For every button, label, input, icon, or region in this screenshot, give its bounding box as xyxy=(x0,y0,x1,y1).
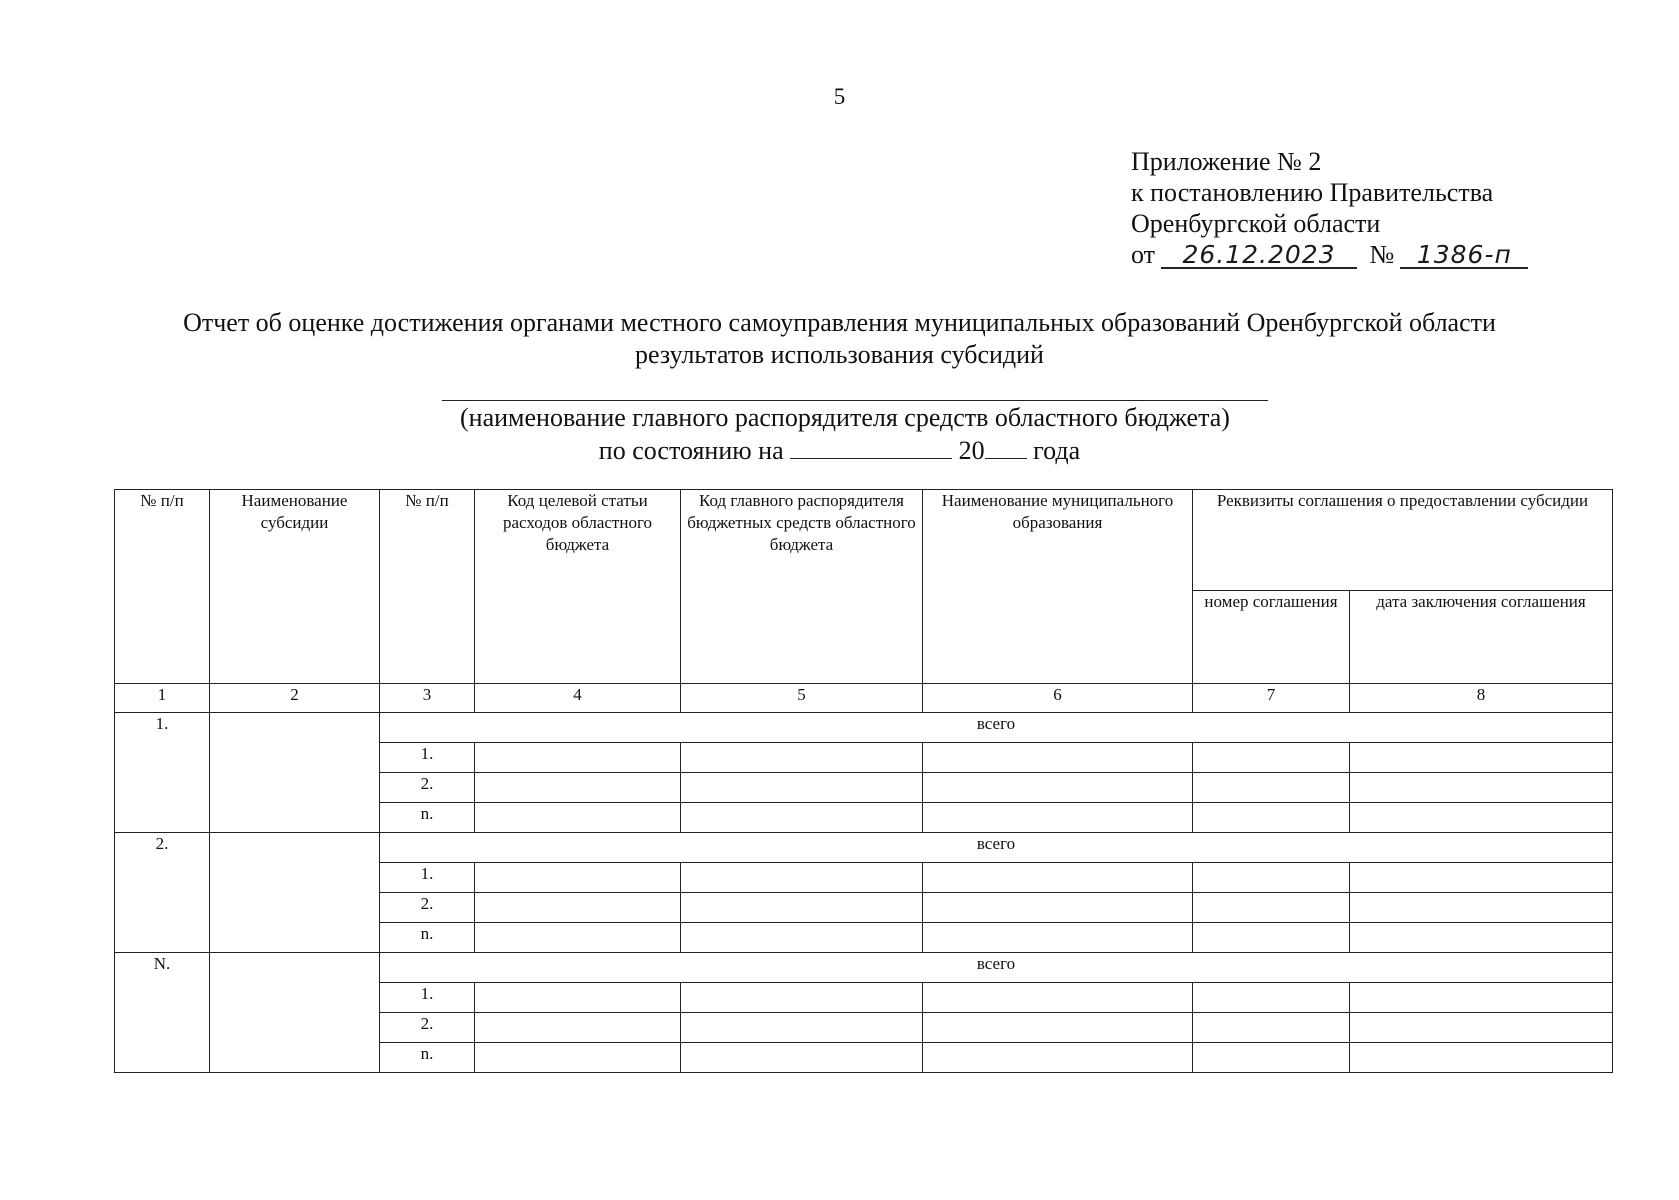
as-of-prefix: по состоянию на xyxy=(598,436,784,465)
table-cell xyxy=(923,893,1193,923)
table-cell xyxy=(1193,983,1350,1013)
total-label: всего xyxy=(380,833,1613,863)
table-cell xyxy=(923,803,1193,833)
table-cell xyxy=(681,803,923,833)
table-cell xyxy=(1350,743,1613,773)
column-number: 6 xyxy=(923,684,1193,713)
table-cell xyxy=(681,923,923,953)
appendix-block xyxy=(1131,146,1528,270)
subsidy-name-cell xyxy=(210,953,380,1073)
header-col1: № п/п xyxy=(115,490,210,684)
table-cell xyxy=(1193,743,1350,773)
distributor-name-blank xyxy=(442,400,1268,401)
as-of-line xyxy=(0,436,1679,466)
header-col8: дата заключения соглашения xyxy=(1350,591,1613,684)
report-title xyxy=(0,307,1679,371)
table-cell xyxy=(475,923,681,953)
group-total-row xyxy=(115,713,1613,743)
row-number: 2. xyxy=(380,773,475,803)
header-col2: Наименование субсидии xyxy=(210,490,380,684)
subsidy-name-cell xyxy=(210,833,380,953)
column-number: 8 xyxy=(1350,684,1613,713)
appendix-resolution: к постановлению Правительства xyxy=(1131,178,1494,207)
column-number: 7 xyxy=(1193,684,1350,713)
table-cell xyxy=(1350,1013,1613,1043)
date-prefix: от xyxy=(1131,240,1156,269)
handwritten-number: 1386-п xyxy=(1400,243,1528,269)
table-cell xyxy=(1193,803,1350,833)
table-cell xyxy=(923,1043,1193,1073)
table-cell xyxy=(1350,923,1613,953)
group-total-row xyxy=(115,953,1613,983)
table-cell xyxy=(475,1043,681,1073)
header-col5: Код главного распорядителя бюджетных средств областного бюджета xyxy=(681,490,923,684)
header-agreement-group: Реквизиты соглашения о предоставлении субсидии xyxy=(1193,490,1613,591)
group-number: N. xyxy=(115,953,210,1073)
report-title-line1: Отчет об оценке достижения органами местного самоуправления муниципальных образований Оренбургской области xyxy=(183,308,1496,337)
handwritten-date: 26.12.2023 xyxy=(1161,243,1357,269)
table-cell xyxy=(475,983,681,1013)
column-number: 5 xyxy=(681,684,923,713)
page-number: 5 xyxy=(833,84,846,109)
row-number: 2. xyxy=(380,1013,475,1043)
row-number: n. xyxy=(380,1043,475,1073)
row-number: 1. xyxy=(380,983,475,1013)
appendix-date-line xyxy=(1131,239,1528,270)
table-cell xyxy=(923,983,1193,1013)
table-cell xyxy=(1193,773,1350,803)
as-of-century: 20 xyxy=(958,436,985,465)
header-row xyxy=(115,490,1613,591)
table-cell xyxy=(923,1013,1193,1043)
table-cell xyxy=(1350,983,1613,1013)
column-number: 4 xyxy=(475,684,681,713)
column-number: 1 xyxy=(115,684,210,713)
report-table xyxy=(114,489,1613,1073)
table-cell xyxy=(923,773,1193,803)
table-cell xyxy=(681,1013,923,1043)
table-cell xyxy=(1350,863,1613,893)
row-number: 1. xyxy=(380,743,475,773)
as-of-year-blank xyxy=(985,436,1027,459)
table-cell xyxy=(475,1013,681,1043)
table-cell xyxy=(923,863,1193,893)
total-label: всего xyxy=(380,713,1613,743)
row-number: n. xyxy=(380,923,475,953)
header-col7: номер соглашения xyxy=(1193,591,1350,684)
table-cell xyxy=(1350,1043,1613,1073)
appendix-region: Оренбургской области xyxy=(1131,209,1381,238)
table-cell xyxy=(1193,1013,1350,1043)
row-number: 1. xyxy=(380,863,475,893)
header-col4: Код целевой статьи расходов областного бюджета xyxy=(475,490,681,684)
column-number: 3 xyxy=(380,684,475,713)
table-cell xyxy=(1193,863,1350,893)
table-cell xyxy=(475,773,681,803)
group-number: 1. xyxy=(115,713,210,833)
table-cell xyxy=(475,803,681,833)
table-cell xyxy=(681,743,923,773)
report-title-line2: результатов использования субсидий xyxy=(635,340,1044,369)
table-cell xyxy=(475,863,681,893)
total-label: всего xyxy=(380,953,1613,983)
row-number: n. xyxy=(380,803,475,833)
table-cell xyxy=(1193,893,1350,923)
distributor-caption: (наименование главного распорядителя средств областного бюджета) xyxy=(460,403,1230,432)
row-number: 2. xyxy=(380,893,475,923)
subsidy-name-cell xyxy=(210,713,380,833)
table-cell xyxy=(681,983,923,1013)
group-number: 2. xyxy=(115,833,210,953)
column-numbers-row xyxy=(115,684,1613,713)
table-cell xyxy=(1350,803,1613,833)
table-cell xyxy=(923,743,1193,773)
table-cell xyxy=(1350,893,1613,923)
as-of-suffix: года xyxy=(1033,436,1081,465)
column-number: 2 xyxy=(210,684,380,713)
table-cell xyxy=(1193,1043,1350,1073)
as-of-date-blank xyxy=(790,436,952,459)
table-cell xyxy=(1193,923,1350,953)
appendix-title: Приложение № 2 xyxy=(1131,147,1322,176)
table-cell xyxy=(1350,773,1613,803)
table-cell xyxy=(681,893,923,923)
table-cell xyxy=(475,743,681,773)
table-cell xyxy=(475,893,681,923)
table-cell xyxy=(681,863,923,893)
table-cell xyxy=(923,923,1193,953)
header-col6: Наименование муниципального образования xyxy=(923,490,1193,684)
number-prefix: № xyxy=(1369,240,1395,269)
header-col3: № п/п xyxy=(380,490,475,684)
table-cell xyxy=(681,773,923,803)
table-cell xyxy=(681,1043,923,1073)
group-total-row xyxy=(115,833,1613,863)
